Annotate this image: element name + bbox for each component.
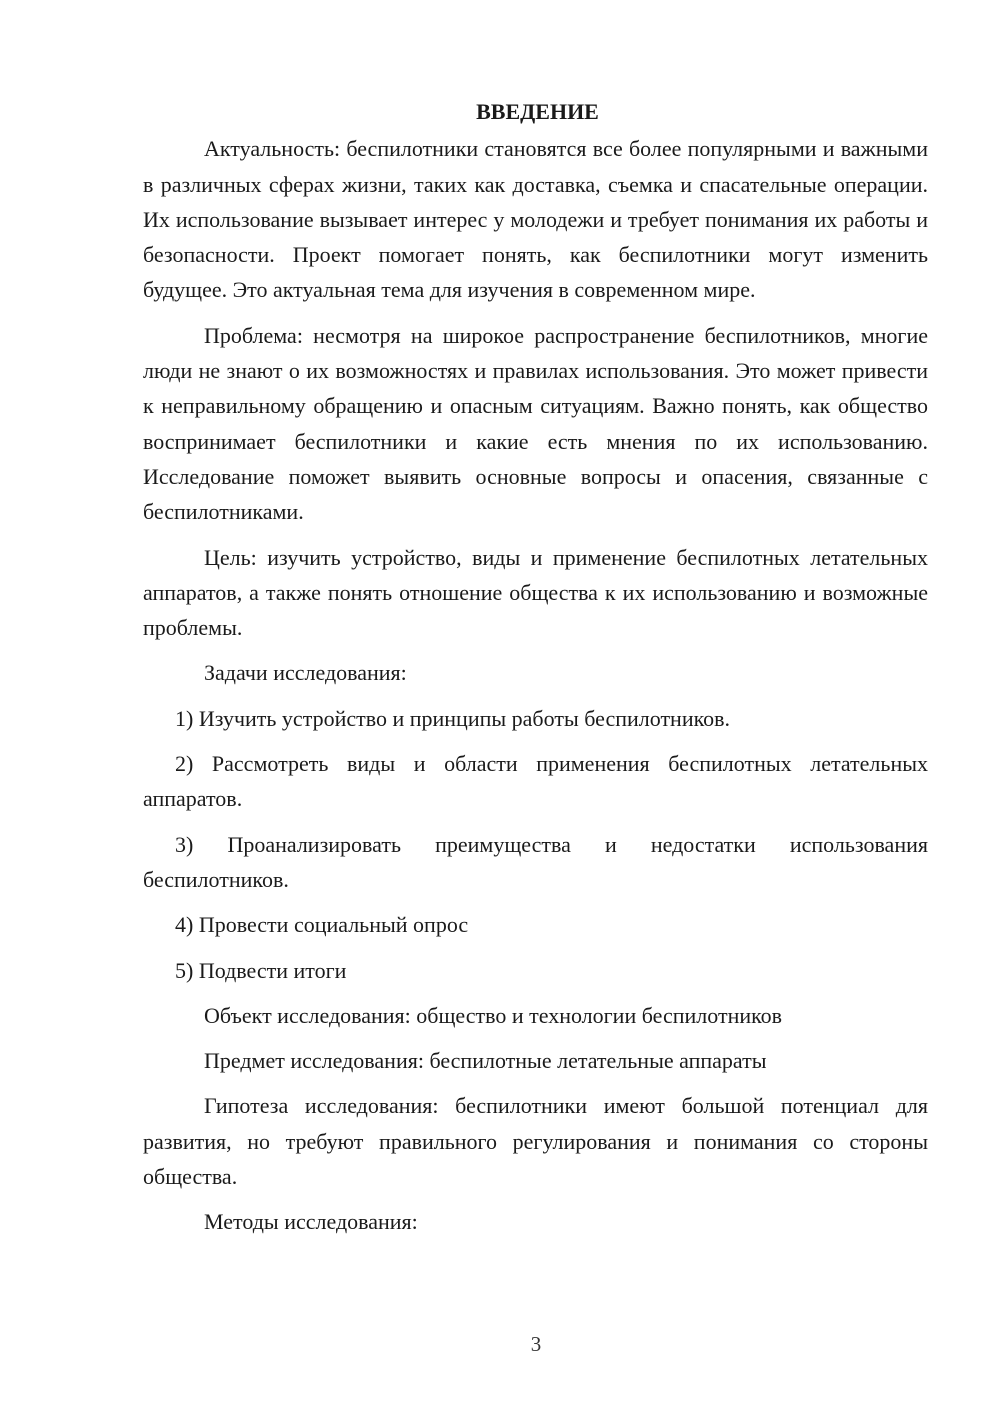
task-item: 2) Рассмотреть виды и области применения беспилотных летательных аппаратов. bbox=[143, 751, 928, 812]
page-number: 3 bbox=[530, 1332, 542, 1356]
paragraph-hypothesis: Гипотеза исследования: беспилотники имеют большой потенциал для развития, но требуют правильного регулирования и понимания со стороны общества. bbox=[143, 1093, 928, 1190]
paragraph-problem: Проблема: несмотря на широкое распространение беспилотников, многие люди не знают о их возможностях и правилах использования. Это может привести к неправильному обращению и опасным ситуациям. Важно понять, как общество воспринимает беспилотники и какие есть мнения по их использованию. Исследование поможет выявить основные вопросы и опасения, связанные с беспилотниками. bbox=[143, 322, 928, 525]
paragraph-tasks-heading: Задачи исследования: bbox=[204, 660, 407, 686]
task-item: 3) Проанализировать преимущества и недостатки использования беспилотников. bbox=[143, 831, 928, 892]
task-item: 5) Подвести итоги bbox=[175, 957, 347, 983]
task-item: 1) Изучить устройство и принципы работы беспилотников. bbox=[175, 705, 731, 731]
paragraph-methods: Методы исследования: bbox=[204, 1209, 418, 1235]
page-content bbox=[143, 94, 928, 1250]
task-item: 4) Провести социальный опрос bbox=[175, 912, 469, 938]
paragraph-goal: Цель: изучить устройство, виды и применение беспилотных летательных аппаратов, а также понять отношение общества к их использованию и возможные проблемы. bbox=[143, 544, 928, 641]
paragraph-subject: Предмет исследования: беспилотные летательные аппараты bbox=[204, 1048, 767, 1074]
paragraph-relevance: Актуальность: беспилотники становятся все более популярными и важными в различных сферах жизни, таких как доставка, съемка и спасательные операции. Их использование вызывает интерес у молодежи и требует понимания их работы и безопасности. Проект помогает понять, как беспилотники могут изменить будущее. Это актуальная тема для изучения в современном мире. bbox=[143, 136, 928, 303]
page-title: ВВЕДЕНИЕ bbox=[476, 99, 599, 124]
paragraph-object: Объект исследования: общество и технологии беспилотников bbox=[204, 1002, 783, 1028]
